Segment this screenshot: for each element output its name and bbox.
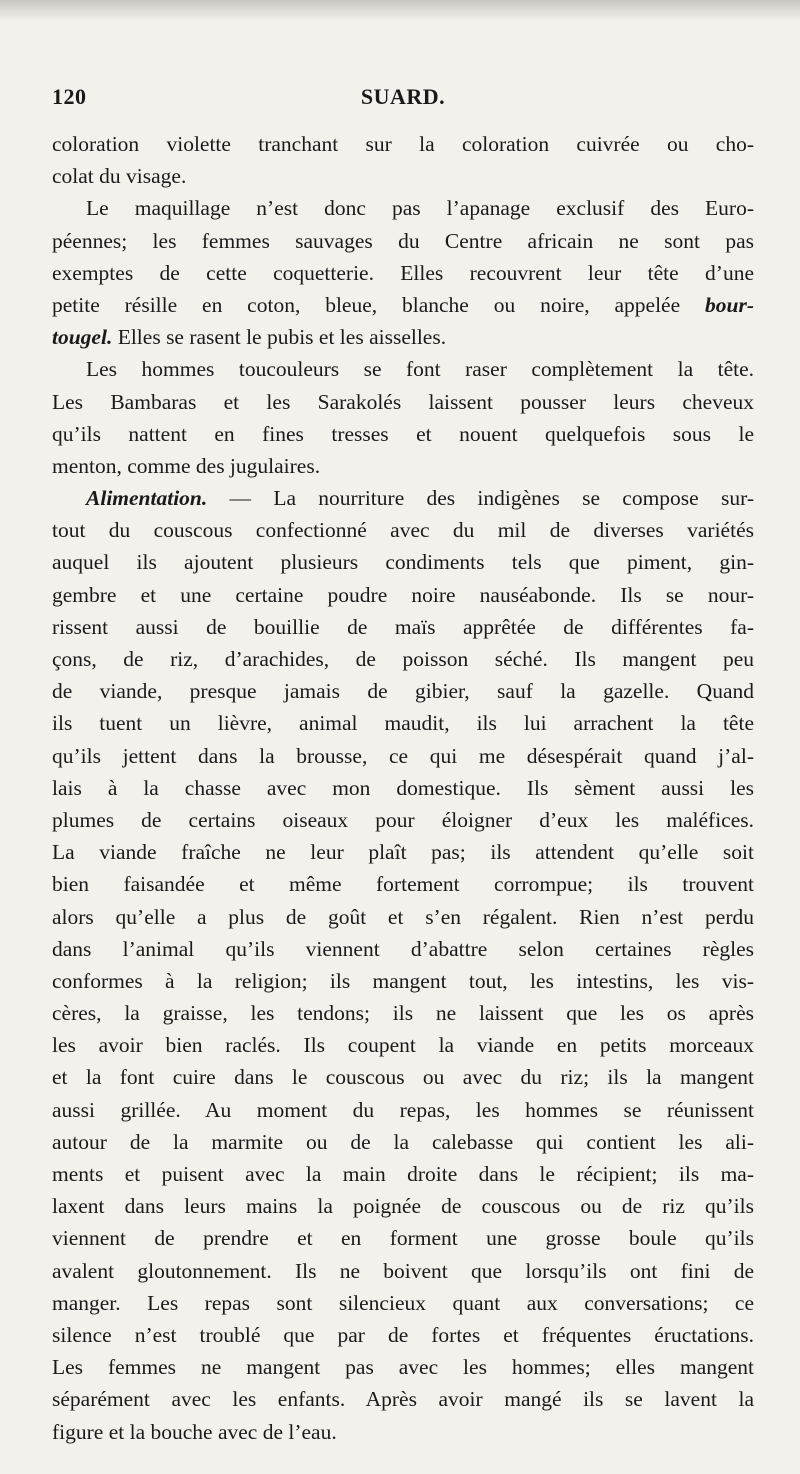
- text-run: qu’ils jettent dans la brousse, ce qui me désespérait quand j’al-: [52, 743, 754, 768]
- text-line: [52, 707, 754, 739]
- text-run: exemptes de cette coquetterie. Elles recouvrent leur tête d’une: [52, 260, 754, 285]
- page-header: [52, 84, 754, 116]
- text-run: La viande fraîche ne leur plaît pas; ils attendent qu’elle soit: [52, 840, 754, 865]
- text-run: péennes; les femmes sauvages du Centre africain ne sont pas: [52, 228, 754, 253]
- text-line: [52, 675, 754, 707]
- text-line: [52, 546, 754, 578]
- text-run: laxent dans leurs mains la poignée de couscous ou de riz qu’ils: [52, 1194, 754, 1219]
- page-number: 120: [52, 84, 87, 109]
- body-text: [52, 128, 754, 1448]
- text-line: [52, 933, 754, 965]
- text-run: qu’ils nattent en fines tresses et nouent quelquefois sous le: [52, 421, 754, 446]
- text-line: [52, 1416, 754, 1448]
- text-run: gembre et une certaine poudre noire nauséabonde. Ils se nour-: [52, 582, 754, 607]
- text-run: cères, la graisse, les tendons; ils ne laissent que les os après: [52, 1001, 754, 1026]
- text-line: [52, 868, 754, 900]
- text-line: [52, 643, 754, 675]
- text-line: [52, 418, 754, 450]
- text-line: [52, 128, 754, 160]
- text-line: [52, 225, 754, 257]
- italic-term: bour-: [705, 292, 754, 317]
- italic-term: tougel.: [52, 325, 113, 350]
- text-run: — La nourriture des indigènes se compose sur-: [207, 486, 754, 511]
- text-run: conformes à la religion; ils mangent tout, les intestins, les vis-: [52, 968, 754, 993]
- text-line: [52, 579, 754, 611]
- text-run: Les femmes ne mangent pas avec les hommes; elles mangent: [52, 1355, 754, 1380]
- text-line: [52, 836, 754, 868]
- text-line: [52, 1222, 754, 1254]
- text-line: [52, 997, 754, 1029]
- text-run: ils tuent un lièvre, animal maudit, ils lui arrachent la tête: [52, 711, 754, 736]
- text-run: manger. Les repas sont silencieux quant aux conversations; ce: [52, 1290, 754, 1315]
- page-top-shadow: [0, 0, 800, 22]
- text-line: [52, 192, 754, 224]
- text-run: dans l’animal qu’ils viennent d’abattre selon certaines règles: [52, 936, 754, 961]
- text-line: [52, 321, 754, 353]
- text-run: Le maquillage n’est donc pas l’apanage exclusif des Euro-: [86, 196, 754, 221]
- italic-term: Alimentation.: [86, 486, 208, 511]
- text-run: petite résille en coton, bleue, blanche ou noire, appelée: [52, 292, 706, 317]
- text-run: bien faisandée et même fortement corrompue; ils trouvent: [52, 872, 754, 897]
- running-head: SUARD.: [360, 84, 446, 109]
- text-line: [52, 1383, 754, 1415]
- text-run: aussi grillée. Au moment du repas, les hommes se réunissent: [52, 1097, 754, 1122]
- text-line: [52, 289, 754, 321]
- text-line: [52, 160, 754, 192]
- text-line: [52, 514, 754, 546]
- text-run: Elles se rasent le pubis et les aisselles.: [112, 325, 447, 350]
- text-run: ments et puisent avec la main droite dans le récipient; ils ma-: [52, 1162, 754, 1186]
- text-run: lais à la chasse avec mon domestique. Ils sèment aussi les: [52, 775, 754, 800]
- text-line: [52, 386, 754, 418]
- text-line: [52, 611, 754, 643]
- text-run: autour de la marmite ou de la calebasse qui contient les ali-: [52, 1129, 754, 1154]
- text-run: plumes de certains oiseaux pour éloigner d’eux les maléfices.: [52, 807, 754, 832]
- text-run: les avoir bien raclés. Ils coupent la viande en petits morceaux: [52, 1033, 754, 1058]
- text-line: [52, 450, 754, 482]
- text-run: silence n’est troublé que par de fortes et fréquentes éructations.: [52, 1322, 754, 1347]
- text-run: viennent de prendre et en forment une grosse boule qu’ils: [52, 1226, 754, 1251]
- text-line: [52, 257, 754, 289]
- text-line: [52, 482, 754, 514]
- text-line: [52, 1094, 754, 1126]
- text-line: [52, 1319, 754, 1351]
- text-run: et la font cuire dans le couscous ou avec du riz; ils la mangent: [52, 1065, 754, 1090]
- text-run: de viande, presque jamais de gibier, sauf la gazelle. Quand: [52, 679, 754, 704]
- text-line: [52, 353, 754, 385]
- text-run: rissent aussi de bouillie de maïs apprêtée de différentes fa-: [52, 614, 754, 639]
- text-run: colat du visage.: [52, 164, 187, 189]
- text-line: [52, 1158, 754, 1190]
- text-run: Les Bambaras et les Sarakolés laissent pousser leurs cheveux: [52, 389, 754, 414]
- text-line: [52, 965, 754, 997]
- text-line: [52, 1126, 754, 1158]
- text-run: menton, comme des jugulaires.: [52, 453, 321, 478]
- text-line: [52, 804, 754, 836]
- text-line: [52, 1351, 754, 1383]
- text-run: alors qu’elle a plus de goût et s’en régalent. Rien n’est perdu: [52, 904, 754, 929]
- text-line: [52, 1287, 754, 1319]
- text-run: avalent gloutonnement. Ils ne boivent que lorsqu’ils ont fini de: [52, 1258, 754, 1283]
- text-run: çons, de riz, d’arachides, de poisson séché. Ils mangent peu: [52, 647, 754, 671]
- text-run: tout du couscous confectionné avec du mil de diverses variétés: [52, 518, 754, 543]
- text-run: auquel ils ajoutent plusieurs condiments tels que piment, gin-: [52, 550, 754, 575]
- text-line: [52, 1061, 754, 1093]
- text-line: [52, 1029, 754, 1061]
- text-run: Les hommes toucouleurs se font raser complètement la tête.: [86, 357, 754, 382]
- text-line: [52, 901, 754, 933]
- text-line: [52, 740, 754, 772]
- text-run: séparément avec les enfants. Après avoir mangé ils se lavent la: [52, 1387, 754, 1412]
- text-line: [52, 1255, 754, 1287]
- text-line: [52, 1190, 754, 1222]
- text-run: coloration violette tranchant sur la coloration cuivrée ou cho-: [52, 132, 754, 156]
- text-line: [52, 772, 754, 804]
- text-run: figure et la bouche avec de l’eau.: [52, 1419, 337, 1444]
